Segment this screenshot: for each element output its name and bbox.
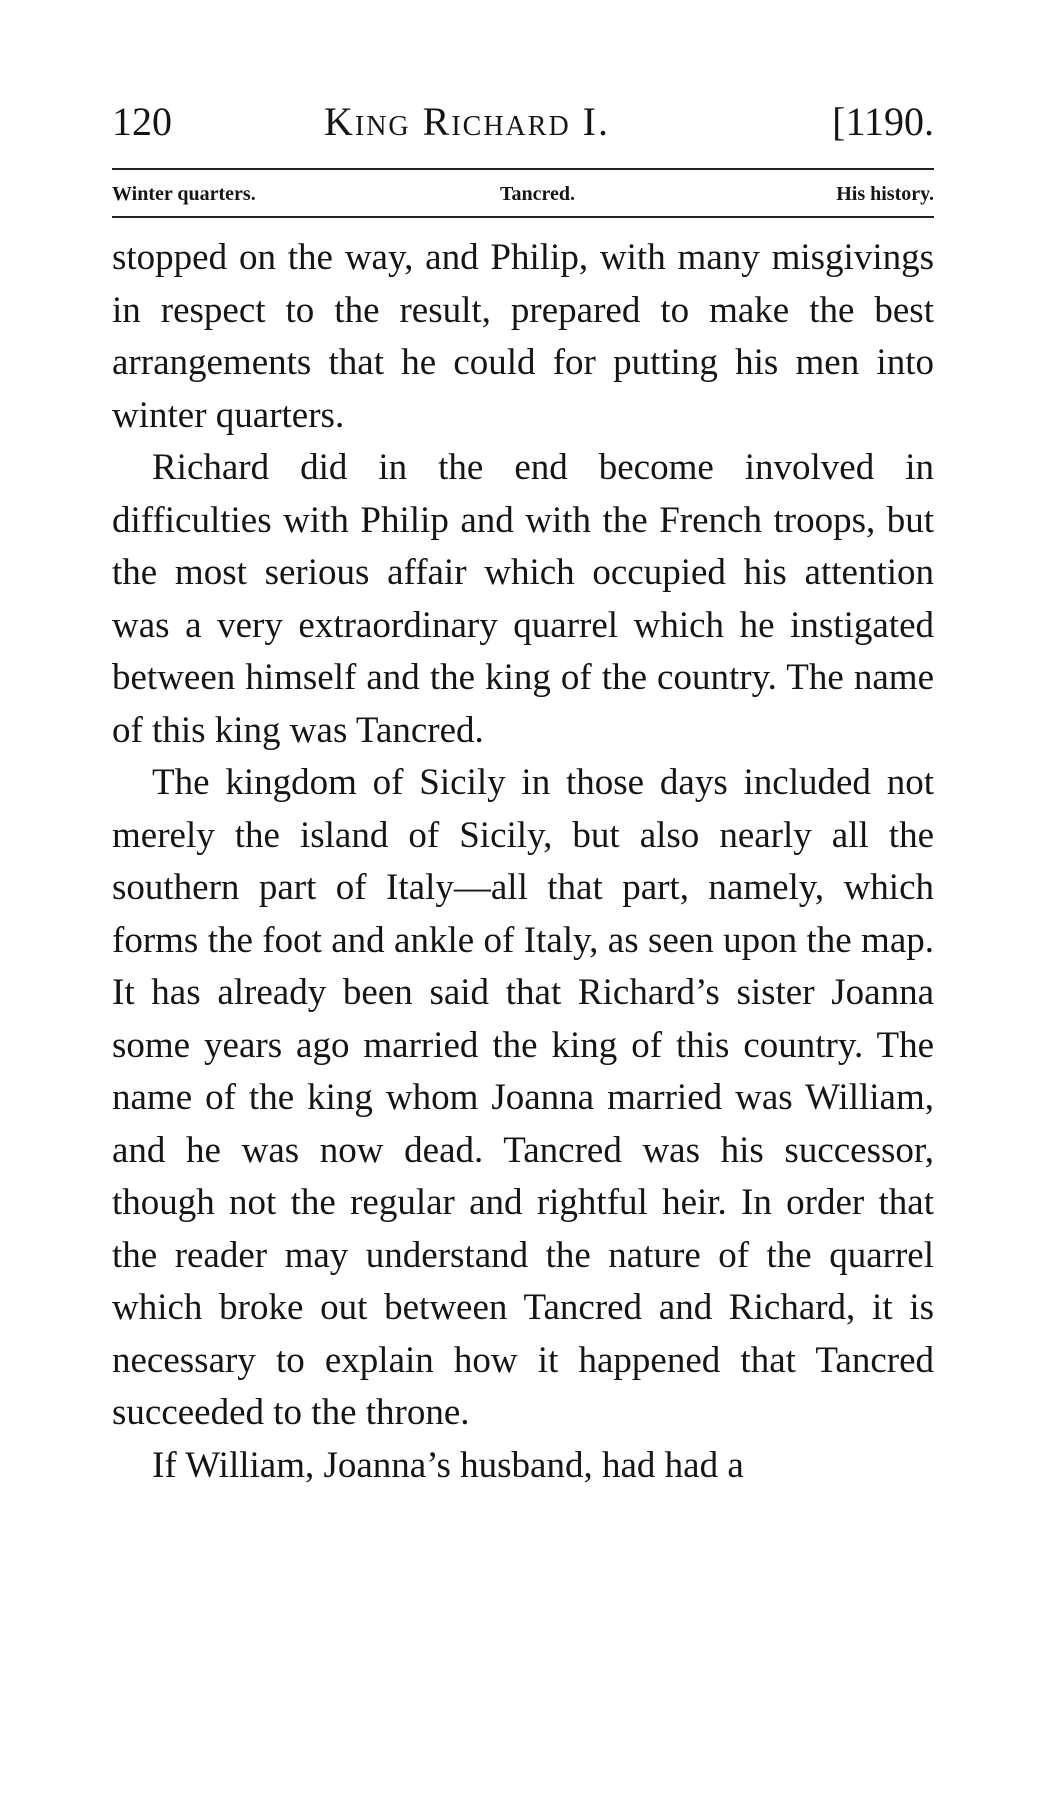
paragraph: If William, Joanna’s husband, had had a bbox=[152, 1444, 744, 1486]
year-marker: [1190. bbox=[832, 99, 934, 144]
sideheads bbox=[112, 176, 934, 212]
paragraph: The kingdom of Sicily in those days included not merely the island of Sicily, but also nearly all the southern part of Italy—all that part, namely, which forms the foot and ankle of Italy, as seen upon the map. It has already been said that Richard’s sister Joanna some years ago married the king of this country. The name of the king whom Joanna married was William, and he was now dead. Tancred was his successor, though not the regular and rightful heir. In order that the reader may understand the nature of the quarrel which broke out between Tancred and Richard, it is necessary to explain how it happened that Tancred succeeded to the throne. bbox=[112, 762, 934, 1433]
paragraph: stopped on the way, and Philip, with many misgivings in respect to the result, prepared to make the best arrangements that he could for putting his men into winter quarters. bbox=[112, 237, 934, 436]
sidehead-left: Winter quarters. bbox=[112, 183, 256, 205]
sidehead-center: Tancred. bbox=[500, 183, 576, 205]
running-head bbox=[112, 92, 934, 152]
book-title: King Richard I. bbox=[324, 99, 610, 144]
top-rule bbox=[112, 168, 934, 170]
bottom-rule bbox=[112, 216, 934, 218]
page-number: 120 bbox=[112, 99, 172, 144]
body-text bbox=[112, 232, 934, 1492]
paragraph: Richard did in the end become involved in difficulties with Philip and with the French troops, but the most serious affair which occupied his attention was a very extraordinary quarrel which he instigated between himself and the king of the country. The name of this king was Tancred. bbox=[112, 447, 934, 751]
sidehead-right: His history. bbox=[836, 183, 934, 205]
